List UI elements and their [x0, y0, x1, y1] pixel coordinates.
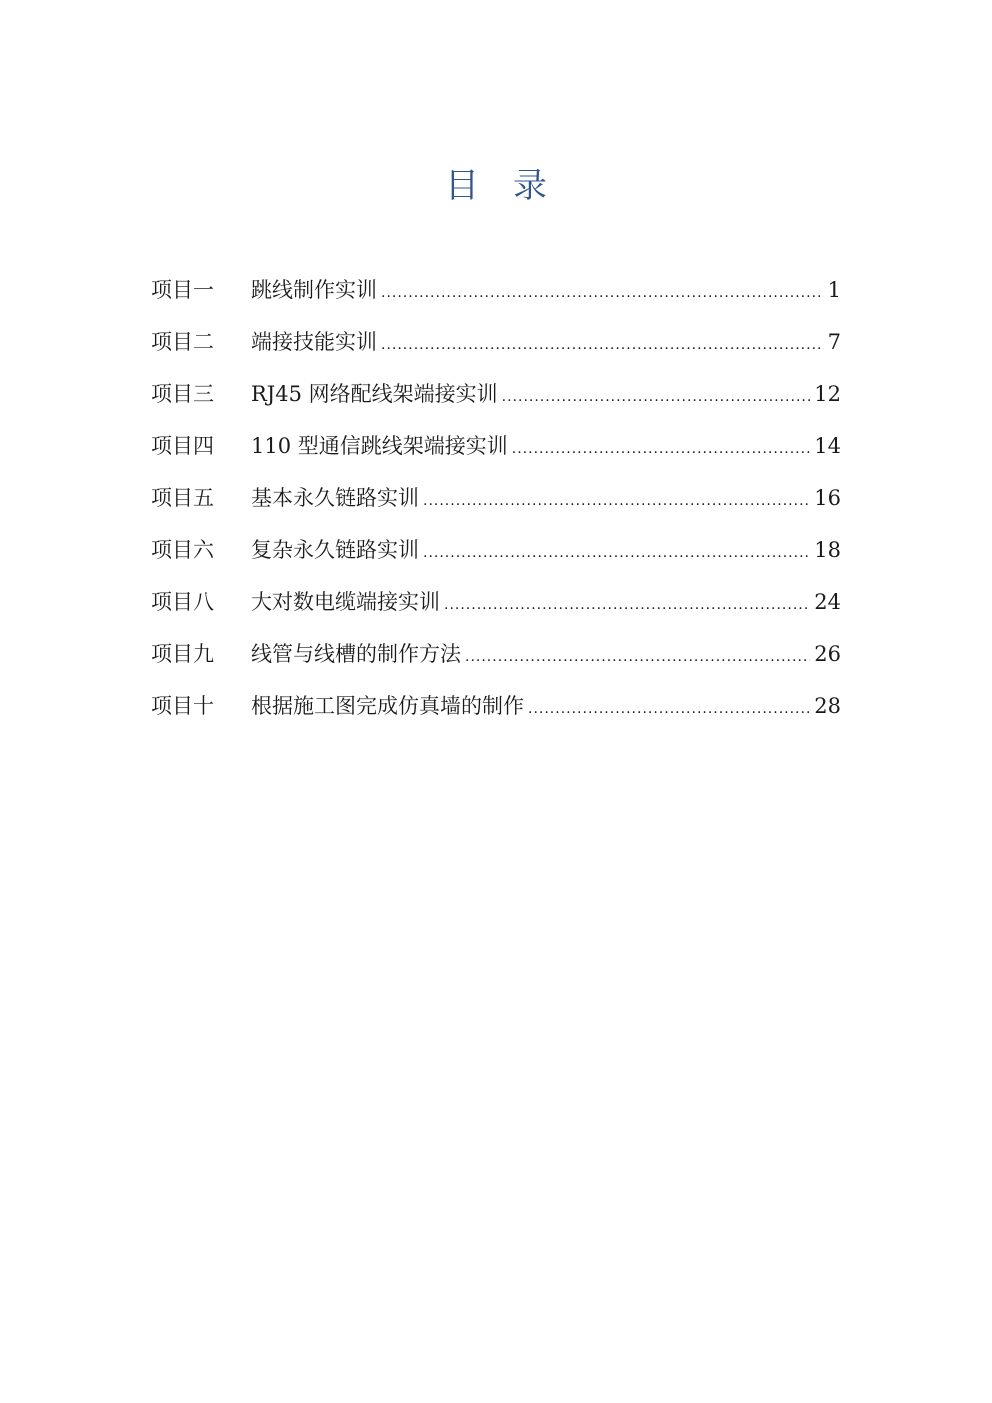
toc-entry[interactable] — [151, 632, 841, 684]
toc-entry[interactable] — [151, 580, 841, 632]
toc-entry-page: 16 — [814, 486, 841, 510]
toc-entry-label: 项目一 — [151, 278, 214, 302]
toc-list — [151, 268, 841, 736]
toc-dot-leader — [423, 531, 810, 575]
toc-entry[interactable] — [151, 684, 841, 736]
toc-entry-title: 复杂永久链路实训 — [251, 538, 419, 562]
toc-dot-leader — [465, 635, 810, 679]
toc-entry[interactable] — [151, 320, 841, 372]
toc-dot-leader — [381, 323, 824, 367]
toc-dot-leader — [528, 687, 810, 731]
toc-entry-label: 项目六 — [151, 538, 214, 562]
toc-entry-label: 项目三 — [151, 382, 214, 406]
toc-entry[interactable] — [151, 476, 841, 528]
toc-entry-page: 14 — [814, 434, 841, 458]
toc-entry-page: 24 — [814, 590, 841, 614]
toc-title: 目 录 — [445, 166, 547, 206]
toc-entry-label: 项目二 — [151, 330, 214, 354]
toc-entry-page: 28 — [814, 694, 841, 718]
toc-entry-title: 大对数电缆端接实训 — [251, 590, 440, 614]
toc-entry-page: 1 — [827, 278, 841, 302]
toc-dot-leader — [502, 375, 811, 419]
toc-entry[interactable] — [151, 268, 841, 320]
toc-entry-page: 18 — [814, 538, 841, 562]
toc-entry-title: 110 型通信跳线架端接实训 — [251, 434, 508, 458]
toc-entry[interactable] — [151, 528, 841, 580]
toc-entry-page: 7 — [827, 330, 841, 354]
toc-entry-title: 端接技能实训 — [251, 330, 377, 354]
toc-entry-label: 项目四 — [151, 434, 214, 458]
toc-entry-label: 项目十 — [151, 694, 214, 718]
toc-entry-label: 项目八 — [151, 590, 214, 614]
toc-entry-title: 基本永久链路实训 — [251, 486, 419, 510]
toc-entry-title: 跳线制作实训 — [251, 278, 377, 302]
toc-entry-page: 26 — [814, 642, 841, 666]
toc-entry-title: 根据施工图完成仿真墙的制作 — [251, 694, 524, 718]
toc-entry-page: 12 — [814, 382, 841, 406]
toc-entry-label: 项目五 — [151, 486, 214, 510]
toc-dot-leader — [423, 479, 810, 523]
toc-entry[interactable] — [151, 372, 841, 424]
toc-entry-title: RJ45 网络配线架端接实训 — [251, 382, 498, 406]
toc-entry-title: 线管与线槽的制作方法 — [251, 642, 461, 666]
toc-entry-label: 项目九 — [151, 642, 214, 666]
toc-dot-leader — [512, 427, 811, 471]
toc-dot-leader — [444, 583, 810, 627]
toc-entry[interactable] — [151, 424, 841, 476]
toc-dot-leader — [381, 271, 824, 315]
